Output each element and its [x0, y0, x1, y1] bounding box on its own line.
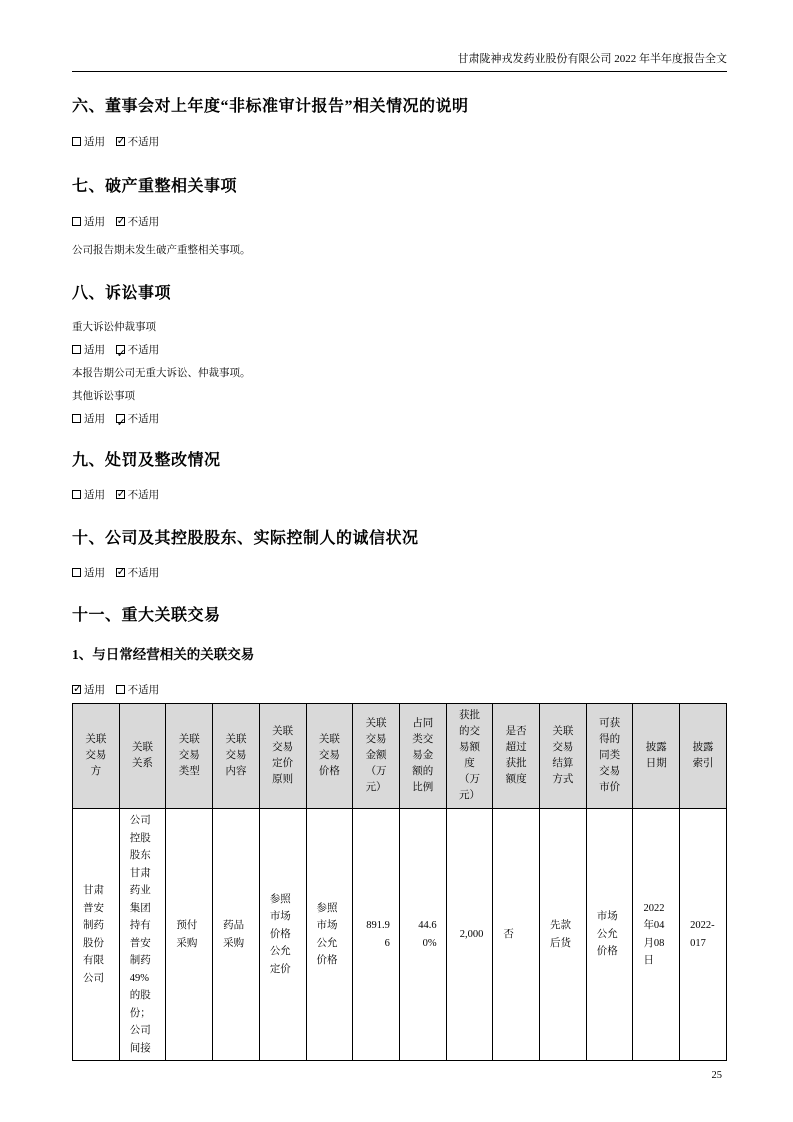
cell-transaction-type: 预付采购 [166, 809, 213, 1061]
cell-transaction-content: 药品采购 [213, 809, 260, 1061]
cell-exceeds-limit: 否 [493, 809, 540, 1061]
col-header-comparable-market-price: 可获得的同类交易市价 [586, 704, 633, 809]
applicability-line-s7 [72, 216, 727, 230]
checkbox-unchecked-icon [116, 685, 125, 694]
section-8-sub2: 其他诉讼事项 [72, 391, 135, 402]
section-8-note1: 本报告期公司无重大诉讼、仲裁事项。 [72, 368, 251, 379]
checkbox-unchecked-icon [72, 490, 81, 499]
applicable-label: 适用 [84, 490, 105, 501]
applicable-label: 适用 [84, 217, 105, 228]
page-number: 25 [711, 1070, 722, 1081]
col-header-disclosure-index: 披露索引 [680, 704, 727, 809]
col-header-approved-limit: 获批的交易额度（万元） [446, 704, 493, 809]
col-header-transaction-content: 关联交易内容 [213, 704, 260, 809]
applicable-label: 适用 [84, 345, 105, 356]
not-applicable-label: 不适用 [127, 490, 160, 501]
applicability-line-s8a [72, 339, 727, 362]
applicability-line-s10 [72, 567, 727, 581]
table-header-row [73, 704, 727, 809]
col-header-relationship: 关联关系 [119, 704, 166, 809]
col-header-transaction-type: 关联交易类型 [166, 704, 213, 809]
cell-settlement-method: 先款后货 [540, 809, 587, 1061]
applicability-line-table [72, 684, 727, 698]
checkbox-unchecked-icon [72, 137, 81, 146]
section-7-note: 公司报告期未发生破产重整相关事项。 [72, 245, 251, 256]
cell-disclosure-date: 2022年04月08日 [633, 809, 680, 1061]
applicability-line-s8b [72, 408, 727, 431]
cell-approved-limit: 2,000 [446, 809, 493, 1061]
section-10-title: 十、公司及其控股股东、实际控制人的诚信状况 [72, 530, 419, 547]
col-header-related-party: 关联交易方 [73, 704, 120, 809]
cell-pct-of-same-type: 44.60% [399, 809, 446, 1061]
section-8-sub1: 重大诉讼仲裁事项 [72, 322, 156, 333]
col-header-disclosure-date: 披露日期 [633, 704, 680, 809]
cell-related-party: 甘肃普安制药股份有限公司 [73, 809, 120, 1061]
related-transactions-table [72, 703, 727, 1061]
cell-pricing-principle: 参照市场价格公允定价 [259, 809, 306, 1061]
checkbox-unchecked-icon [72, 414, 81, 423]
checkbox-checked-icon [72, 685, 81, 694]
section-11-title: 十一、重大关联交易 [72, 607, 221, 624]
checkbox-unchecked-icon [72, 568, 81, 577]
cell-comparable-market-price: 市场公允价格 [586, 809, 633, 1061]
checkbox-checked-icon [116, 414, 125, 423]
cell-transaction-amount: 891.96 [353, 809, 400, 1061]
checkbox-unchecked-icon [72, 217, 81, 226]
col-header-transaction-price: 关联交易价格 [306, 704, 353, 809]
checkbox-checked-icon [116, 137, 125, 146]
table-row [73, 809, 727, 1061]
document-header-title: 甘肃陇神戎发药业股份有限公司 2022 年半年度报告全文 [457, 53, 727, 65]
document-header [72, 52, 727, 72]
checkbox-checked-icon [116, 217, 125, 226]
col-header-exceeds-limit: 是否超过获批额度 [493, 704, 540, 809]
checkbox-checked-icon [116, 490, 125, 499]
cell-disclosure-index: 2022-017 [680, 809, 727, 1061]
applicable-label: 适用 [84, 137, 105, 148]
applicability-line-s9 [72, 489, 727, 503]
not-applicable-label: 不适用 [127, 217, 160, 228]
not-applicable-label: 不适用 [127, 568, 160, 579]
applicable-label: 适用 [84, 685, 105, 696]
not-applicable-label: 不适用 [127, 137, 160, 148]
cell-relationship: 公司控股股东甘肃药业集团持有普安制药49%的股份；公司间接 [119, 809, 166, 1061]
not-applicable-label: 不适用 [127, 414, 160, 425]
section-7-title: 七、破产重整相关事项 [72, 178, 238, 195]
applicable-label: 适用 [84, 414, 105, 425]
col-header-pricing-principle: 关联交易定价原则 [259, 704, 306, 809]
checkbox-unchecked-icon [72, 345, 81, 354]
section-6-title: 六、董事会对上年度“非标准审计报告”相关情况的说明 [72, 98, 469, 115]
col-header-settlement-method: 关联交易结算方式 [540, 704, 587, 809]
section-11-subsection-title: 1、与日常经营相关的关联交易 [72, 647, 255, 662]
col-header-pct-of-same-type: 占同类交易金额的比例 [399, 704, 446, 809]
not-applicable-label: 不适用 [127, 345, 160, 356]
applicable-label: 适用 [84, 568, 105, 579]
section-8-title: 八、诉讼事项 [72, 285, 172, 302]
checkbox-checked-icon [116, 568, 125, 577]
cell-transaction-price: 参照市场公允价格 [306, 809, 353, 1061]
section-9-title: 九、处罚及整改情况 [72, 452, 221, 469]
col-header-transaction-amount: 关联交易金额（万元） [353, 704, 400, 809]
checkbox-checked-icon [116, 345, 125, 354]
section-8-body [72, 316, 727, 431]
not-applicable-label: 不适用 [127, 685, 160, 696]
applicability-line-s6 [72, 136, 727, 150]
